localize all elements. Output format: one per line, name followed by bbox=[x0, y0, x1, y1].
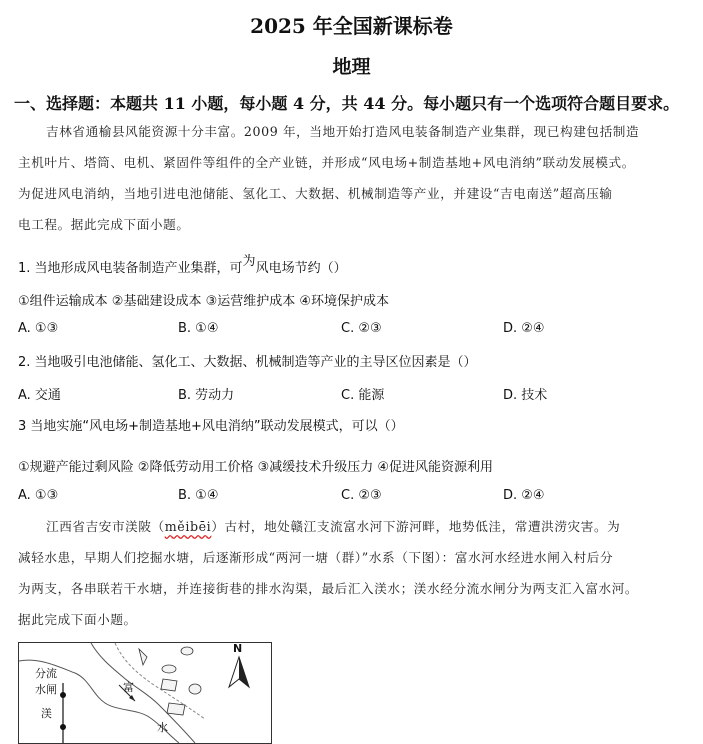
page-title: 2025 年全国新课标卷 bbox=[250, 14, 453, 38]
question-1-option-d[interactable]: D. ②④ bbox=[503, 321, 545, 336]
question-3-stem: 3 当地实施“风电场+制造基地+风电消纳”联动发展模式，可以（） bbox=[18, 419, 404, 434]
pond-shape bbox=[167, 703, 185, 715]
passage-1-line: 电工程。据此完成下面小题。 bbox=[18, 217, 190, 232]
passage-2-line-start: 江西省吉安市渼陂（ bbox=[46, 519, 165, 534]
question-1-option-b[interactable]: B. ①④ bbox=[178, 321, 219, 336]
pond-shape bbox=[161, 679, 177, 691]
question-3-option-a[interactable]: A. ①③ bbox=[18, 488, 59, 503]
question-3-option-c[interactable]: C. ②③ bbox=[341, 488, 382, 503]
sluice-gate-marker bbox=[60, 724, 66, 730]
question-1-statements: ①组件运输成本 ②基础建设成本 ③运营维护成本 ④环境保护成本 bbox=[18, 294, 390, 309]
map-label-mei: 渼 bbox=[41, 707, 52, 720]
passage-1-line: 吉林省通榆县风能资源十分丰富。2009 年，当地开始打造风电装备制造产业集群，现已构建包括制造 bbox=[46, 124, 640, 139]
map-label-sluice: 水闸 bbox=[35, 683, 57, 696]
passage-2-line-end: ）古村，地处赣江支流富水河下游河畔，地势低洼，常遭洪涝灾害。为 bbox=[211, 519, 621, 534]
passage-1-line: 为促进风电消纳，当地引进电池储能、氢化工、大数据、机械制造等产业，并建设“吉电南送”超高压输 bbox=[18, 186, 613, 201]
north-label: N bbox=[233, 642, 243, 655]
question-1-stem-text: 1. 当地形成风电装备制造产业集群，可 bbox=[18, 261, 243, 276]
question-2-option-b[interactable]: B. 劳动力 bbox=[178, 388, 235, 403]
question-3-option-d[interactable]: D. ②④ bbox=[503, 488, 545, 503]
passage-2-line: 为两支，各串联若干水塘，并连接街巷的排水沟渠，最后汇入渼水；渼水经分流水闸分为两支汇入富水河。 bbox=[18, 581, 639, 596]
passage-1-line: 主机叶片、塔筒、电机、紧固件等组件的全产业链，并形成“风电场+制造基地+风电消纳”联动发展模式。 bbox=[18, 155, 635, 170]
section-heading: 一、选择题：本题共 11 小题，每小题 4 分，共 44 分。每小题只有一个选项符合题目要求。 bbox=[14, 94, 680, 113]
question-2-option-d[interactable]: D. 技术 bbox=[503, 388, 548, 403]
question-3-statements: ①规避产能过剩风险 ②降低劳动用工价格 ③减缓技术升级压力 ④促进风能资源利用 bbox=[18, 460, 494, 475]
subject-title: 地理 bbox=[332, 56, 371, 78]
map-label-fen: 分流 bbox=[35, 667, 57, 680]
pinyin-annotation: měibēi bbox=[164, 519, 212, 534]
question-1-stem bbox=[18, 254, 347, 276]
passage-2-line: 据此完成下面小题。 bbox=[18, 612, 137, 627]
question-1-stem-sup: 为 bbox=[242, 254, 256, 269]
map-label-fu: 富 bbox=[123, 681, 134, 694]
question-3-option-b[interactable]: B. ①④ bbox=[178, 488, 219, 503]
question-1-option-c[interactable]: C. ②③ bbox=[341, 321, 382, 336]
pond-shape bbox=[189, 684, 201, 694]
passage-1 bbox=[18, 116, 678, 240]
question-1-option-a[interactable]: A. ①③ bbox=[18, 321, 59, 336]
question-1-stem-end: 风电场节约（） bbox=[255, 261, 347, 276]
question-2-option-c[interactable]: C. 能源 bbox=[341, 388, 385, 403]
question-2-stem: 2. 当地吸引电池储能、氢化工、大数据、机械制造等产业的主导区位因素是（） bbox=[18, 355, 477, 370]
water-system-map bbox=[18, 642, 272, 744]
question-2-option-a[interactable]: A. 交通 bbox=[18, 388, 61, 403]
passage-2-line: 减轻水患，早期人们挖掘水塘，后逐渐形成“两河一塘（群）”水系（下图）：富水河水经进水闸入村后分 bbox=[18, 550, 614, 565]
pond-shape bbox=[139, 649, 147, 665]
map-label-shui: 水 bbox=[157, 721, 168, 734]
north-arrow-fill bbox=[239, 657, 249, 687]
passage-2-line bbox=[18, 511, 678, 542]
pond-shape bbox=[181, 647, 193, 655]
passage-2 bbox=[18, 511, 678, 635]
sluice-gate-marker bbox=[60, 692, 66, 698]
pond-shape bbox=[162, 665, 176, 673]
